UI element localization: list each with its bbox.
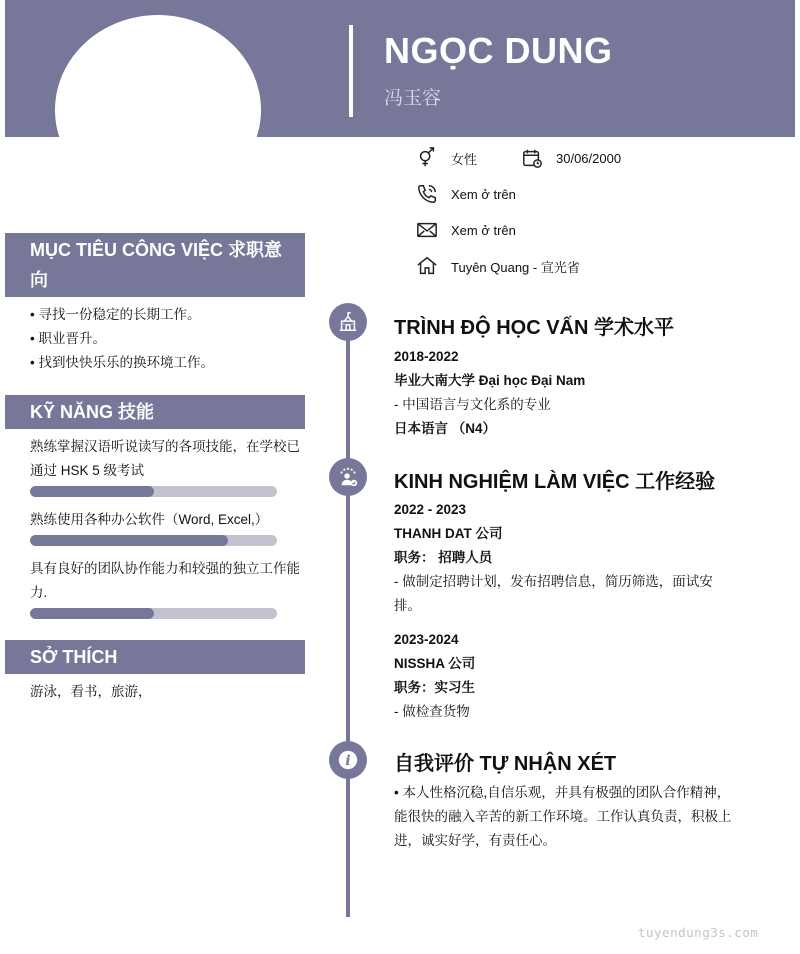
job-period: 2023-2024: [394, 632, 459, 647]
home-icon: [416, 255, 438, 277]
svg-text:i: i: [345, 753, 351, 770]
education-icon: [329, 303, 367, 341]
education-heading: TRÌNH ĐỘ HỌC VẤN 学术水平: [394, 317, 674, 339]
info-icon: [337, 749, 359, 771]
phone-icon: [416, 183, 438, 205]
candidate-name: NGỌC DUNG: [384, 30, 613, 71]
team-stars-icon: [337, 466, 359, 488]
timeline-line: [346, 320, 350, 917]
job-period: 2022 - 2023: [394, 502, 467, 517]
envelope-icon: [416, 219, 438, 241]
skill-bar-fill: [30, 486, 154, 497]
skill-text: 熟练使用各种办公软件（Word, Excel,）: [30, 512, 269, 527]
candidate-name-chinese: 冯玉容: [384, 88, 442, 109]
skill-text: 熟练掌握汉语听说读写的各项技能，在学校已通过 HSK 5 级考试: [30, 439, 300, 478]
education-school: 毕业大南大学 Đại học Đại Nam: [394, 373, 586, 388]
avatar: [55, 15, 261, 205]
school-icon: [337, 311, 359, 333]
calendar-icon: [521, 147, 543, 169]
watermark: tuyendung3s.com: [638, 925, 759, 940]
self-eval-text: • 本人性格沉稳,自信乐观，并具有极强的团队合作精神，能很快的融入辛苦的新工作环境。工作认真负责，积极上进，诚实好学，有责任心。: [394, 785, 732, 848]
skill-bar: [30, 486, 277, 497]
contact-email: [416, 219, 516, 241]
job-company: NISSHA 公司: [394, 656, 476, 671]
name-divider: [349, 25, 353, 117]
objective-item: • 找到快快乐乐的换环境工作。: [30, 355, 214, 370]
contact-phone: [416, 183, 516, 205]
skill-text: 具有良好的团队协作能力和较强的独立工作能力.: [30, 561, 300, 600]
skill-bar-fill: [30, 535, 228, 546]
contact-gender: [416, 147, 477, 169]
email-value: Xem ở trên: [451, 222, 516, 238]
objective-item: • 寻找一份稳定的长期工作。: [30, 307, 201, 322]
experience-icon: [329, 458, 367, 496]
education-major: - 中国语言与文化系的专业: [394, 397, 551, 412]
job-description: - 做检查货物: [394, 704, 470, 719]
gender-icon: [416, 147, 438, 169]
skill-bar: [30, 535, 277, 546]
job-company: THANH DAT 公司: [394, 526, 503, 541]
education-period: 2018-2022: [394, 349, 459, 364]
birthday-value: 30/06/2000: [556, 150, 622, 166]
hobbies-heading: SỞ THÍCH: [5, 640, 305, 674]
skill-bar-fill: [30, 608, 154, 619]
education-extra: 日本语言 （N4）: [394, 421, 497, 436]
address-value: Tuyên Quang - 宣光省: [451, 259, 580, 275]
self-eval-icon: [329, 741, 367, 779]
job-description: - 做制定招聘计划，发布招聘信息，简历筛选，面试安排。: [394, 574, 713, 613]
job-role: 职务：实习生: [394, 680, 475, 695]
phone-value: Xem ở trên: [451, 186, 516, 202]
skills-heading: KỸ NĂNG 技能: [5, 395, 305, 429]
objective-item: • 职业晋升。: [30, 331, 106, 346]
gender-value: 女性: [451, 151, 478, 167]
objective-heading: MỤC TIÊU CÔNG VIỆC 求职意向: [5, 233, 305, 297]
experience-heading: KINH NGHIỆM LÀM VIỆC 工作经验: [394, 471, 716, 493]
job-role: 职务： 招聘人员: [394, 550, 493, 565]
hobbies-text: 游泳，看书，旅游，: [30, 684, 152, 699]
contact-address: [416, 255, 580, 277]
self-eval-heading: 自我评价 TỰ NHẬN XÉT: [394, 753, 617, 775]
skill-bar: [30, 608, 277, 619]
contact-birthday: [521, 147, 621, 169]
